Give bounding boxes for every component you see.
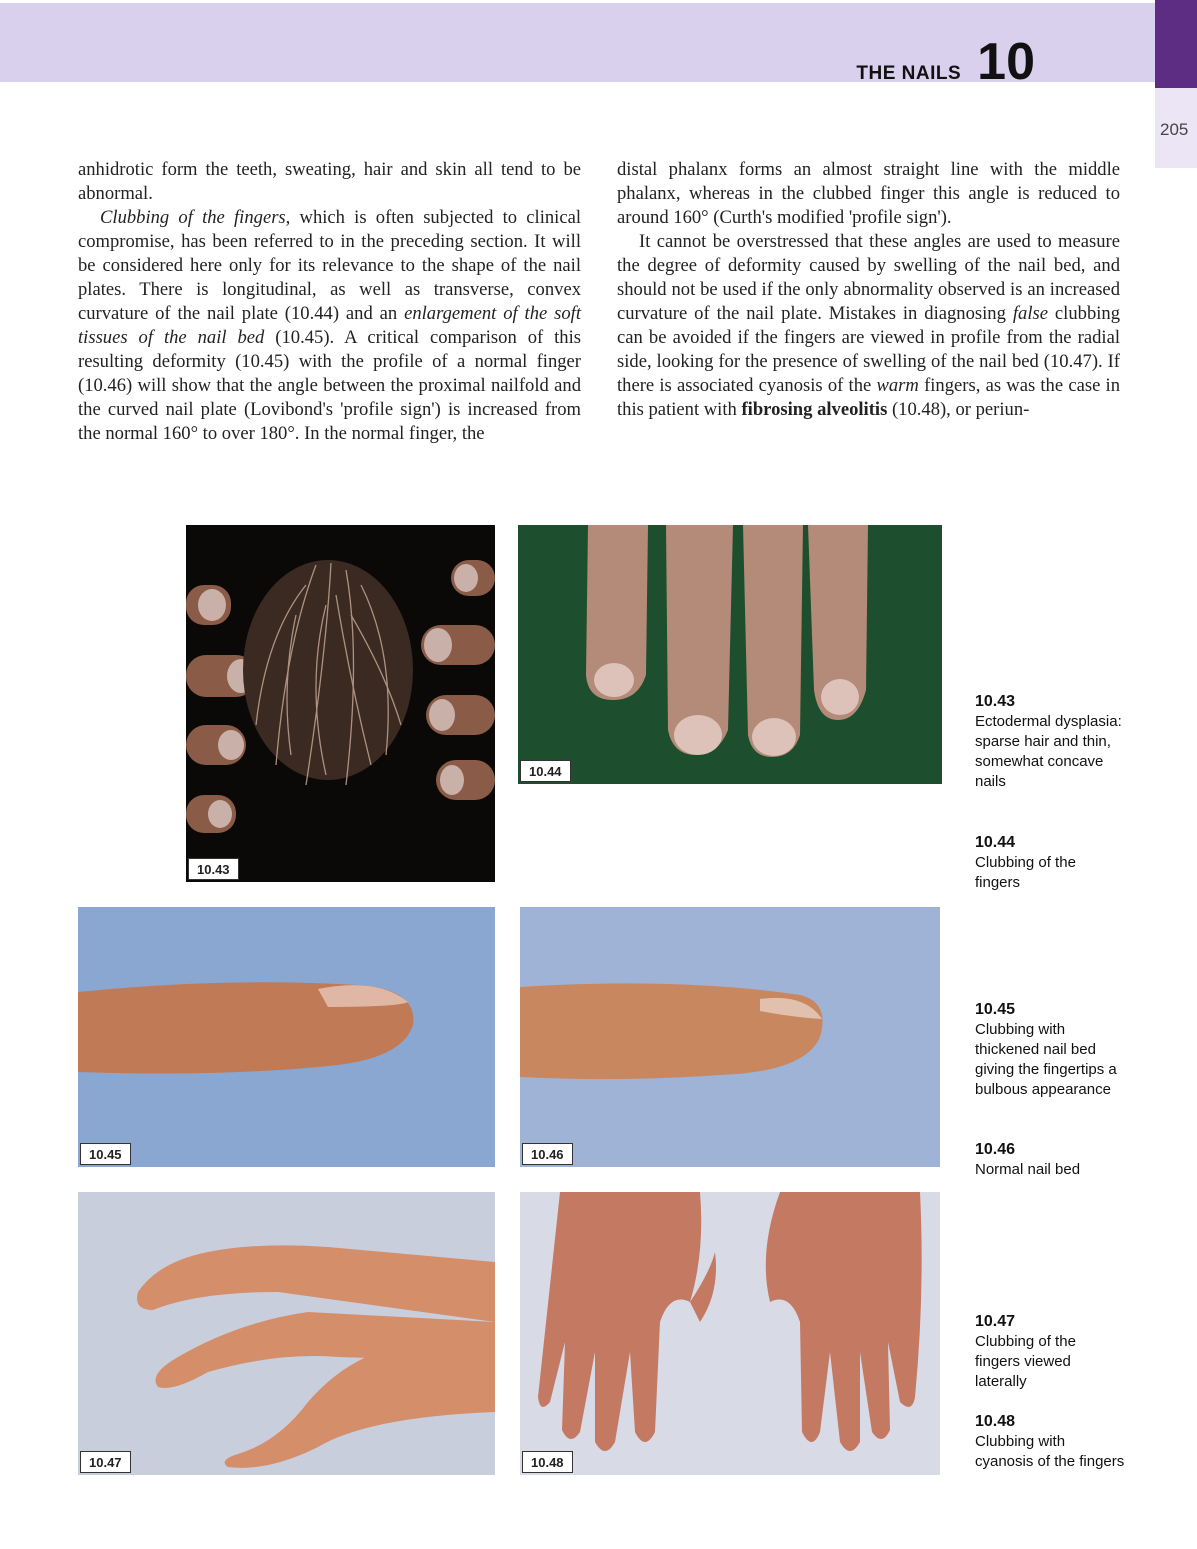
left-column — [78, 158, 581, 446]
chapter-number: 10 — [977, 33, 1035, 91]
paragraph: It cannot be overstressed that these angles are used to measure the degree of deformity caused by swelling of the nail bed, and should not be used if the only abnormality observed is an increased curvature of the nail plate. Mistakes in diagnosing false clubbing can be avoided if the fingers are viewed in profile from the radial side, looking for the presence of swelling of the nail bed (10.47). If there is associated cyanosis of the warm fingers, as was the case in this patient with fibrosing alveolitis (10.48), or periun- — [617, 231, 1121, 420]
figure-10-44 — [518, 525, 942, 784]
caption-number: 10.43 — [975, 693, 1016, 710]
figure-label: 10.46 — [522, 1143, 573, 1165]
caption-10-44 — [975, 833, 1125, 893]
caption-text: Clubbing with cyanosis of the fingers — [975, 1433, 1125, 1470]
figure-10-46 — [520, 907, 940, 1167]
caption-text: Clubbing of the fingers — [975, 854, 1076, 891]
page-number: 205 — [1160, 120, 1189, 139]
caption-text: Clubbing of the fingers viewed laterally — [975, 1333, 1076, 1390]
photo-ectodermal-dysplasia — [186, 525, 495, 882]
paragraph: Clubbing of the fingers, which is often subjected to clinical compromise, has been referred to in the preceding section. It will be considered here only for its relevance to the shape of the nail plates. There is longitudinal, as well as transverse, convex curvature of the nail plate (10.44) and an enlargement of the soft tissues of the nail bed (10.45). A critical comparison of this resulting deformity (10.45) with the profile of a normal finger (10.46) will show that the angle between the proximal nailfold and the curved nail plate (Lovibond's 'profile sign') is increased from the normal 160° to over 180°. In the normal finger, the — [78, 207, 581, 444]
caption-text: Clubbing with thickened nail bed giving the fingertips a bulbous appearance — [975, 1021, 1117, 1098]
right-column — [617, 158, 1120, 422]
figure-10-43 — [186, 525, 495, 882]
figure-10-47 — [78, 1192, 495, 1475]
caption-10-46 — [975, 1140, 1125, 1180]
caption-number: 10.45 — [975, 1001, 1016, 1018]
bold-term: fibrosing alveolitis — [741, 399, 888, 420]
italic-term: Clubbing of the fingers — [100, 207, 286, 228]
photo-fingers-lateral — [78, 1192, 495, 1475]
caption-number: 10.46 — [975, 1141, 1016, 1158]
paragraph: distal phalanx forms an almost straight line with the middle phalanx, whereas in the clubbed finger this angle is reduced to around 160° (Curth's modified 'profile sign'). — [617, 159, 1120, 228]
caption-number: 10.47 — [975, 1313, 1016, 1330]
caption-10-45 — [975, 1000, 1125, 1100]
figure-10-48 — [520, 1192, 940, 1475]
caption-text: Ectodermal dysplasia: sparse hair and thin, somewhat concave nails — [975, 713, 1122, 790]
figure-10-45 — [78, 907, 495, 1167]
figure-label: 10.48 — [522, 1451, 573, 1473]
photo-clubbed-fingers-dorsal — [518, 525, 942, 784]
caption-10-43 — [975, 692, 1125, 792]
photo-clubbed-finger-profile — [78, 907, 495, 1167]
italic-term: enlargement of the soft tissues of the nail bed — [78, 303, 581, 348]
photo-hands-cyanosis — [520, 1192, 940, 1475]
caption-10-48 — [975, 1412, 1125, 1472]
caption-number: 10.48 — [975, 1413, 1016, 1430]
caption-10-47 — [975, 1312, 1125, 1392]
italic-term: false — [1012, 303, 1048, 324]
paragraph: anhidrotic form the teeth, sweating, hair and skin all tend to be abnormal. — [78, 159, 581, 204]
caption-text: Normal nail bed — [975, 1161, 1081, 1178]
chapter-tab — [1155, 0, 1197, 88]
italic-term: warm — [876, 375, 919, 396]
running-title: THE NAILS — [856, 63, 962, 84]
figure-label: 10.45 — [80, 1143, 131, 1165]
photo-normal-finger-profile — [520, 907, 940, 1167]
running-head — [856, 33, 1035, 91]
figure-label: 10.43 — [188, 858, 239, 880]
caption-number: 10.44 — [975, 834, 1016, 851]
figure-label: 10.47 — [80, 1451, 131, 1473]
figure-label: 10.44 — [520, 760, 571, 782]
